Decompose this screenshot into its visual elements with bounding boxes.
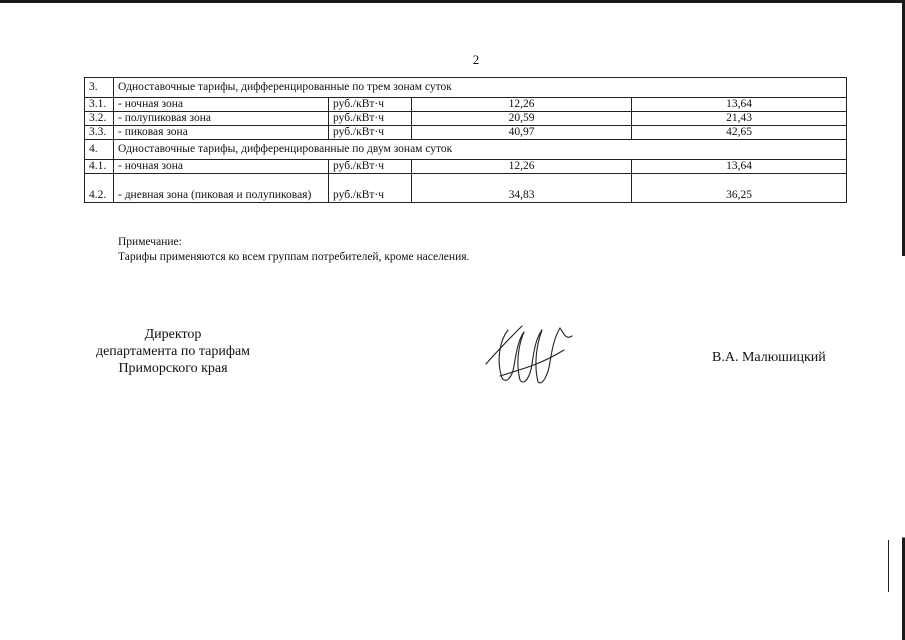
table-row	[85, 112, 847, 126]
scan-edge-top	[0, 0, 905, 3]
tariff-value-1: 20,59	[412, 112, 632, 126]
table-row	[85, 160, 847, 174]
note-title: Примечание:	[118, 236, 182, 248]
zone-name: - пиковая зона	[114, 126, 329, 140]
row-number: 3.2.	[85, 112, 114, 126]
tariff-table	[84, 77, 847, 203]
table-row	[85, 140, 847, 160]
unit-cell: руб./кВт·ч	[329, 160, 412, 174]
tariff-value-1: 12,26	[412, 98, 632, 112]
tariff-value-1: 34,83	[412, 174, 632, 203]
scan-mark	[888, 540, 889, 592]
table-row	[85, 78, 847, 98]
tariff-value-1: 40,97	[412, 126, 632, 140]
zone-name: - дневная зона (пиковая и полупиковая)	[114, 174, 329, 203]
row-number: 4.	[85, 140, 114, 160]
row-number: 3.	[85, 78, 114, 98]
table-row	[85, 98, 847, 112]
table-row	[85, 174, 847, 203]
tariff-value-2: 21,43	[632, 112, 847, 126]
unit-cell: руб./кВт·ч	[329, 126, 412, 140]
page-number: 2	[472, 52, 480, 67]
zone-name: - ночная зона	[114, 98, 329, 112]
zone-name: - полупиковая зона	[114, 112, 329, 126]
signatory-department: департамента по тарифам	[95, 344, 251, 359]
unit-cell: руб./кВт·ч	[329, 112, 412, 126]
signatory-position: Директор	[144, 327, 202, 342]
tariff-value-2: 42,65	[632, 126, 847, 140]
tariff-value-1: 12,26	[412, 160, 632, 174]
handwritten-signature	[478, 320, 578, 390]
row-number: 3.3.	[85, 126, 114, 140]
signatory-region: Приморского края	[118, 361, 228, 376]
note-text: Тарифы применяются ко всем группам потребителей, кроме населения.	[118, 251, 470, 263]
table-row	[85, 126, 847, 140]
unit-cell: руб./кВт·ч	[329, 174, 412, 203]
section-title: Одноставочные тарифы, дифференцированные по трем зонам суток	[114, 78, 847, 98]
zone-name: - ночная зона	[114, 160, 329, 174]
tariff-value-2: 36,25	[632, 174, 847, 203]
signatory-name: В.А. Малюшицкий	[712, 350, 826, 365]
section-title: Одноставочные тарифы, дифференцированные по двум зонам суток	[114, 140, 847, 160]
row-number: 4.1.	[85, 160, 114, 174]
row-number: 3.1.	[85, 98, 114, 112]
tariff-value-2: 13,64	[632, 98, 847, 112]
note-block	[118, 235, 469, 265]
unit-cell: руб./кВт·ч	[329, 98, 412, 112]
signatory-title	[78, 326, 268, 377]
tariff-value-2: 13,64	[632, 160, 847, 174]
row-number: 4.2.	[85, 174, 114, 203]
